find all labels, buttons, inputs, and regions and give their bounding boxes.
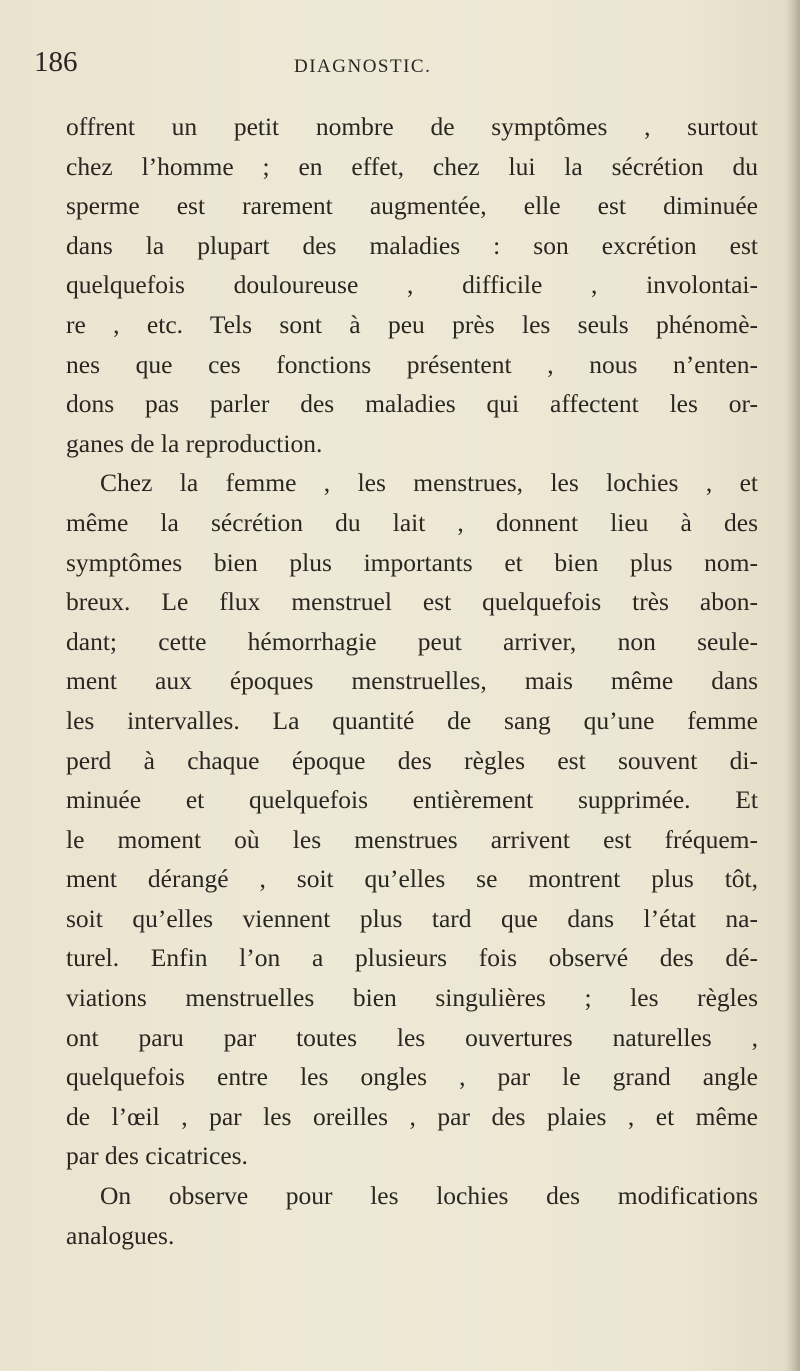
text-line: perd à chaque époque des règles est souvent di- [66, 745, 758, 775]
text-line: dons pas parler des maladies qui affectent les or- [66, 389, 758, 419]
text-line: minuée et quelquefois entièrement supprimée. Et [66, 785, 758, 815]
text-line: le moment où les menstrues arrivent est fréquem- [66, 824, 758, 854]
body-text [66, 107, 758, 1255]
text-line: même la sécrétion du lait , donnent lieu à des [66, 507, 758, 537]
text-line: ont paru par toutes les ouvertures naturelles , [66, 1022, 758, 1052]
text-line: viations menstruelles bien singulières ; les règles [66, 983, 758, 1013]
text-line: les intervalles. La quantité de sang qu’une femme [66, 705, 758, 735]
text-line: On observe pour les lochies des modifications [100, 1181, 758, 1211]
page-number: 186 [34, 46, 78, 78]
text-line: ganes de la reproduction. [66, 428, 323, 458]
text-line: breux. Le flux menstruel est quelquefois très abon- [66, 587, 758, 617]
text-line: quelquefois douloureuse , difficile , involontai- [66, 270, 758, 300]
text-line: sperme est rarement augmentée, elle est diminuée [66, 191, 758, 221]
text-line: de l’œil , par les oreilles , par des plaies , et même [66, 1101, 758, 1131]
text-line: offrent un petit nombre de symptômes , surtout [66, 112, 758, 141]
text-line: symptômes bien plus importants et bien plus nom- [66, 547, 758, 577]
text-line: par des cicatrices. [66, 1141, 248, 1171]
text-line: dans la plupart des maladies : son excrétion est [66, 230, 758, 260]
page-edge-shadow [786, 0, 800, 1371]
text-line: ment dérangé , soit qu’elles se montrent plus tôt, [66, 864, 758, 894]
text-line: ment aux époques menstruelles, mais même dans [66, 666, 758, 696]
text-line: Chez la femme , les menstrues, les lochies , et [100, 468, 758, 498]
text-line: quelquefois entre les ongles , par le grand angle [66, 1062, 758, 1092]
running-head: DIAGNOSTIC. [294, 56, 432, 77]
page-header [34, 46, 734, 86]
text-line: nes que ces fonctions présentent , nous n’enten- [66, 349, 758, 379]
text-line: dant; cette hémorrhagie peut arriver, non seule- [66, 626, 758, 656]
text-line: turel. Enfin l’on a plusieurs fois observé des dé- [66, 943, 758, 973]
text-line: analogues. [66, 1220, 175, 1250]
text-line: soit qu’elles viennent plus tard que dans l’état na- [66, 903, 758, 933]
text-line: chez l’homme ; en effet, chez lui la sécrétion du [66, 151, 758, 181]
text-line: re , etc. Tels sont à peu près les seuls phénomè- [66, 309, 758, 339]
